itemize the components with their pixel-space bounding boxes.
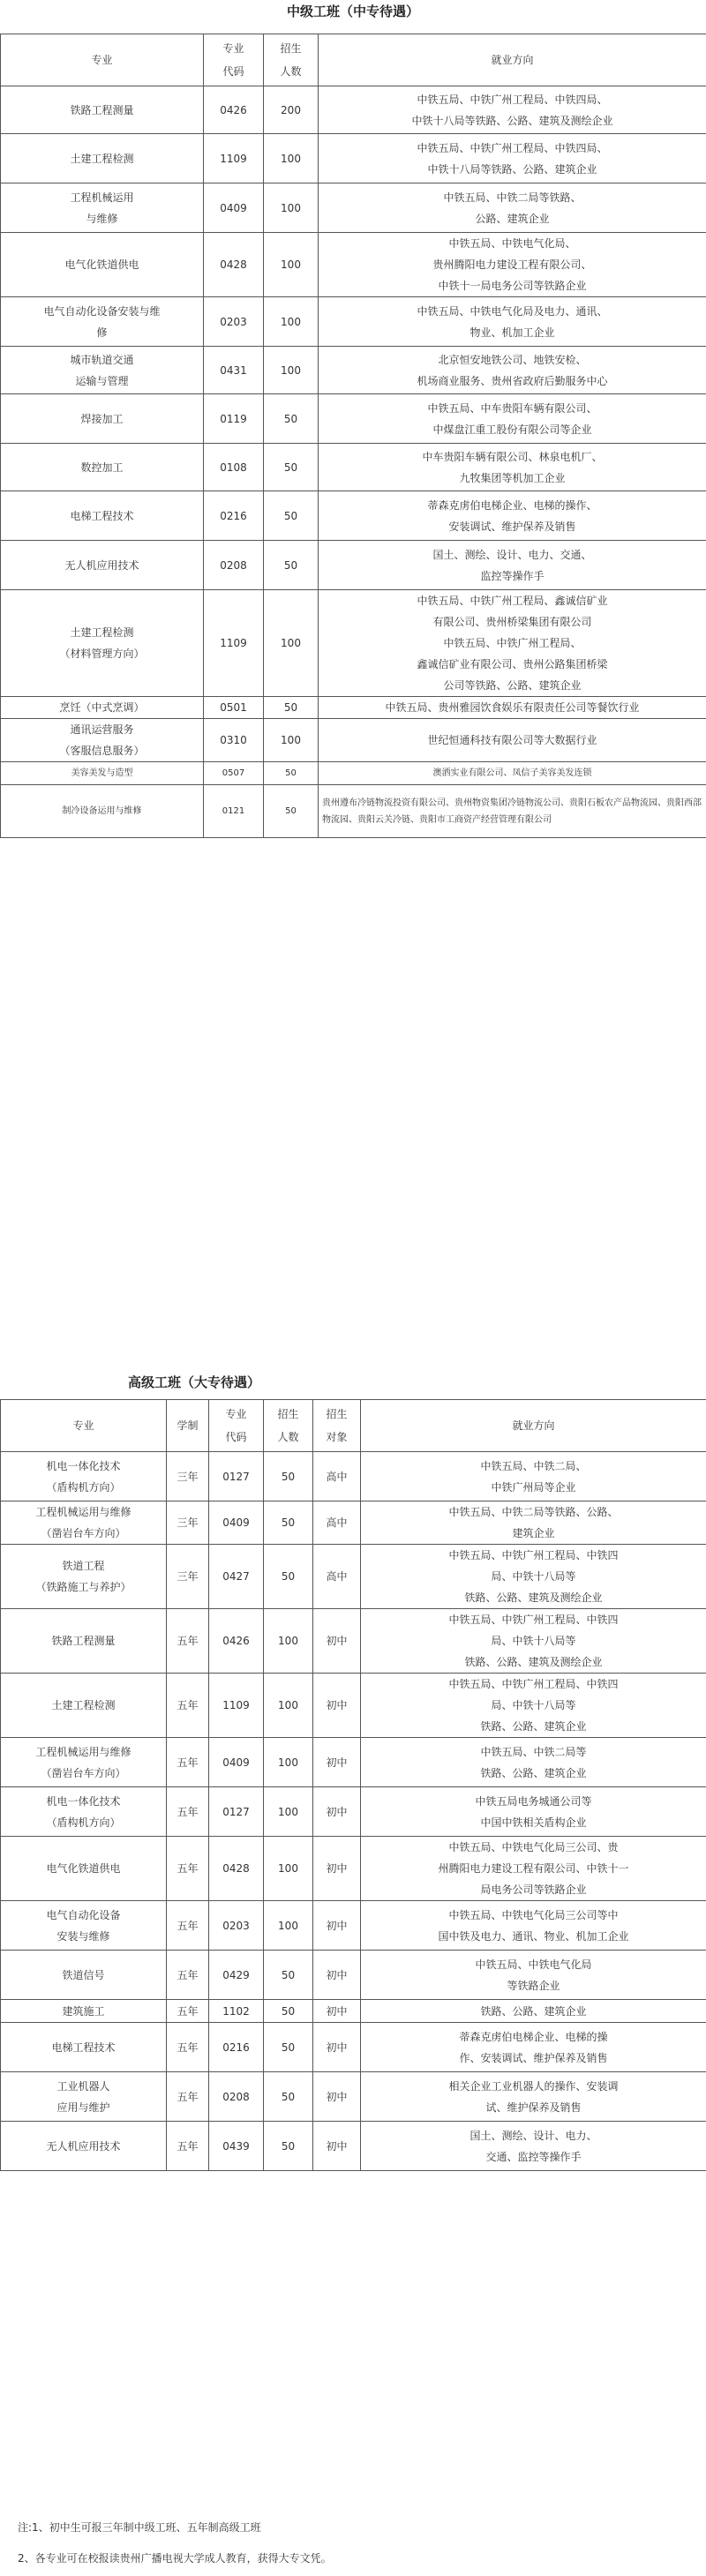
direction-cell: 国土、测绘、设计、电力、交通、 监控等操作手 [319, 541, 706, 590]
count-cell: 100 [264, 1787, 313, 1837]
code-cell: 1109 [209, 1674, 264, 1738]
target-cell: 高中 [313, 1452, 361, 1501]
code-cell: 0127 [209, 1787, 264, 1837]
major-cell: 机电一体化技术 （盾构机方向） [1, 1787, 167, 1837]
code-cell: 0501 [204, 697, 264, 719]
note-1: 注:1、初中生可报三年制中级工班、五年制高级工班 [18, 2521, 261, 2534]
advanced-table [0, 1399, 706, 2171]
table-row [1, 1738, 706, 1787]
major-cell: 工程机械运用与维修 （凿岩台车方向） [1, 1501, 167, 1545]
years-cell: 五年 [167, 1787, 209, 1837]
code-cell: 0428 [209, 1837, 264, 1901]
major-cell: 铁路工程测量 [1, 86, 204, 134]
header-code: 专业 代码 [209, 1400, 264, 1452]
target-cell: 初中 [313, 1837, 361, 1901]
table-row [1, 1545, 706, 1609]
header-years: 学制 [167, 1400, 209, 1452]
table-row [1, 183, 706, 233]
target-cell: 高中 [313, 1545, 361, 1609]
header-code: 专业 代码 [204, 34, 264, 86]
table2-header-row [1, 1400, 706, 1452]
code-cell: 0216 [209, 2023, 264, 2072]
header-direction: 就业方向 [319, 34, 706, 86]
years-cell: 五年 [167, 2023, 209, 2072]
count-cell: 100 [264, 590, 319, 697]
major-cell: 土建工程检测 [1, 1674, 167, 1738]
count-cell: 100 [264, 134, 319, 183]
target-cell: 初中 [313, 1674, 361, 1738]
count-cell: 50 [264, 541, 319, 590]
years-cell: 五年 [167, 2000, 209, 2023]
table2-title: 高级工班（大专待遇） [128, 1374, 261, 1390]
count-cell: 50 [264, 394, 319, 444]
code-cell: 0121 [204, 785, 264, 838]
code-cell: 1109 [204, 134, 264, 183]
direction-cell: 蒂森克虏伯电梯企业、电梯的操 作、安装调试、维护保养及销售 [361, 2023, 706, 2072]
code-cell: 0431 [204, 347, 264, 394]
direction-cell: 中铁五局、中车贵阳车辆有限公司、 中煤盘江重工股份有限公司等企业 [319, 394, 706, 444]
count-cell: 100 [264, 1837, 313, 1901]
count-cell: 50 [264, 1501, 313, 1545]
major-cell: 工程机械运用与维修 （凿岩台车方向） [1, 1738, 167, 1787]
code-cell: 0127 [209, 1452, 264, 1501]
count-cell: 50 [264, 2072, 313, 2122]
direction-cell: 相关企业工业机器人的操作、安装调 试、维护保养及销售 [361, 2072, 706, 2122]
code-cell: 0216 [204, 491, 264, 541]
major-cell: 铁道信号 [1, 1951, 167, 2000]
direction-cell: 中铁五局、中铁二局等铁路、 公路、建筑企业 [319, 183, 706, 233]
major-cell: 城市轨道交通 运输与管理 [1, 347, 204, 394]
direction-cell: 中铁五局、中铁广州工程局、中铁四局、 中铁十八局等铁路、公路、建筑及测绘企业 [319, 86, 706, 134]
count-cell: 50 [264, 1545, 313, 1609]
direction-cell: 蒂森克虏伯电梯企业、电梯的操作、 安装调试、维护保养及销售 [319, 491, 706, 541]
count-cell: 200 [264, 86, 319, 134]
count-cell: 100 [264, 1738, 313, 1787]
header-count: 招生 人数 [264, 34, 319, 86]
code-cell: 0310 [204, 719, 264, 762]
table-row [1, 1452, 706, 1501]
table-row [1, 1674, 706, 1738]
code-cell: 0119 [204, 394, 264, 444]
years-cell: 五年 [167, 1951, 209, 2000]
count-cell: 50 [264, 1452, 313, 1501]
major-cell: 电气自动化设备安装与维 修 [1, 297, 204, 347]
table-row [1, 590, 706, 697]
table-row [1, 2000, 706, 2023]
code-cell: 0208 [209, 2072, 264, 2122]
years-cell: 五年 [167, 2122, 209, 2171]
count-cell: 50 [264, 2000, 313, 2023]
target-cell: 初中 [313, 1787, 361, 1837]
direction-cell: 中铁五局、中铁电气化局 等铁路企业 [361, 1951, 706, 2000]
intermediate-table [0, 34, 706, 838]
header-major: 专业 [1, 1400, 167, 1452]
years-cell: 五年 [167, 1738, 209, 1787]
direction-cell: 澳洒实业有限公司、凤信子美容美发连锁 [319, 762, 706, 785]
header-major: 专业 [1, 34, 204, 86]
code-cell: 0203 [204, 297, 264, 347]
table-row [1, 2023, 706, 2072]
direction-cell: 铁路、公路、建筑企业 [361, 2000, 706, 2023]
years-cell: 五年 [167, 1674, 209, 1738]
major-cell: 无人机应用技术 [1, 2122, 167, 2171]
major-cell: 工程机械运用 与维修 [1, 183, 204, 233]
direction-cell: 中车贵阳车辆有限公司、林泉电机厂、 九牧集团等机加工企业 [319, 444, 706, 491]
count-cell: 50 [264, 444, 319, 491]
code-cell: 0439 [209, 2122, 264, 2171]
major-cell: 铁道工程 （铁路施工与养护） [1, 1545, 167, 1609]
direction-cell: 中铁五局、中铁电气化局、 贵州腾阳电力建设工程有限公司、 中铁十一局电务公司等铁路企业 [319, 233, 706, 297]
code-cell: 0427 [209, 1545, 264, 1609]
count-cell: 100 [264, 297, 319, 347]
header-direction: 就业方向 [361, 1400, 706, 1452]
major-cell: 美容美发与造型 [1, 762, 204, 785]
direction-cell: 中铁五局、中铁二局等 铁路、公路、建筑企业 [361, 1738, 706, 1787]
code-cell: 0426 [209, 1609, 264, 1674]
count-cell: 100 [264, 347, 319, 394]
years-cell: 三年 [167, 1501, 209, 1545]
count-cell: 100 [264, 1674, 313, 1738]
major-cell: 电气化铁道供电 [1, 233, 204, 297]
code-cell: 0409 [209, 1738, 264, 1787]
table-row [1, 785, 706, 838]
major-cell: 电气自动化设备 安装与维修 [1, 1901, 167, 1951]
code-cell: 0429 [209, 1951, 264, 2000]
major-cell: 数控加工 [1, 444, 204, 491]
major-cell: 焊接加工 [1, 394, 204, 444]
major-cell: 烹饪（中式烹调） [1, 697, 204, 719]
count-cell: 50 [264, 491, 319, 541]
direction-cell: 中铁五局、中铁广州工程局、鑫诚信矿业 有限公司、贵州桥梁集团有限公司 中铁五局、中铁广州工程局、 鑫诚信矿业有限公司、贵州公路集团桥梁 公司等铁路、公路、建筑企业 [319, 590, 706, 697]
code-cell: 0203 [209, 1901, 264, 1951]
direction-cell: 中铁五局电务城通公司等 中国中铁相关盾构企业 [361, 1787, 706, 1837]
major-cell: 无人机应用技术 [1, 541, 204, 590]
major-cell: 通讯运营服务 （客服信息服务） [1, 719, 204, 762]
target-cell: 初中 [313, 2000, 361, 2023]
direction-cell: 中铁五局、中铁广州工程局、中铁四 局、中铁十八局等 铁路、公路、建筑及测绘企业 [361, 1609, 706, 1674]
table-row [1, 491, 706, 541]
table1-header-row [1, 34, 706, 86]
direction-cell: 中铁五局、中铁二局、 中铁广州局等企业 [361, 1452, 706, 1501]
table-row [1, 719, 706, 762]
table-row [1, 134, 706, 183]
note-2: 2、各专业可在校报读贵州广播电视大学成人教育，获得大专文凭。 [18, 2552, 332, 2565]
table-row [1, 697, 706, 719]
code-cell: 0426 [204, 86, 264, 134]
major-cell: 电梯工程技术 [1, 2023, 167, 2072]
target-cell: 初中 [313, 1738, 361, 1787]
count-cell: 50 [264, 2023, 313, 2072]
direction-cell: 北京恒安地铁公司、地铁安检、 机场商业服务、贵州省政府后勤服务中心 [319, 347, 706, 394]
table-row [1, 1837, 706, 1901]
major-cell: 电气化铁道供电 [1, 1837, 167, 1901]
target-cell: 初中 [313, 1901, 361, 1951]
code-cell: 1109 [204, 590, 264, 697]
header-count: 招生 人数 [264, 1400, 313, 1452]
direction-cell: 中铁五局、中铁广州工程局、中铁四局、 中铁十八局等铁路、公路、建筑企业 [319, 134, 706, 183]
table-row [1, 1951, 706, 2000]
target-cell: 初中 [313, 1951, 361, 2000]
table-row [1, 394, 706, 444]
years-cell: 五年 [167, 1837, 209, 1901]
years-cell: 五年 [167, 1901, 209, 1951]
major-cell: 土建工程检测 [1, 134, 204, 183]
table-row [1, 86, 706, 134]
code-cell: 0409 [204, 183, 264, 233]
code-cell: 0208 [204, 541, 264, 590]
code-cell: 0409 [209, 1501, 264, 1545]
code-cell: 0507 [204, 762, 264, 785]
years-cell: 五年 [167, 2072, 209, 2122]
code-cell: 0108 [204, 444, 264, 491]
direction-cell: 中铁五局、中铁电气化局三公司等中 国中铁及电力、通讯、物业、机加工企业 [361, 1901, 706, 1951]
major-cell: 制冷设备运用与维修 [1, 785, 204, 838]
direction-cell: 中铁五局、贵州雅园饮食娱乐有限责任公司等餐饮行业 [319, 697, 706, 719]
target-cell: 初中 [313, 2023, 361, 2072]
table-row [1, 297, 706, 347]
direction-cell: 国土、测绘、设计、电力、 交通、监控等操作手 [361, 2122, 706, 2171]
target-cell: 初中 [313, 1609, 361, 1674]
table1-title: 中级工班（中专待遇） [286, 4, 419, 19]
major-cell: 铁路工程测量 [1, 1609, 167, 1674]
count-cell: 50 [264, 2122, 313, 2171]
major-cell: 工业机器人 应用与维护 [1, 2072, 167, 2122]
table-row [1, 444, 706, 491]
count-cell: 100 [264, 1609, 313, 1674]
table-row [1, 2072, 706, 2122]
table-row [1, 233, 706, 297]
direction-cell: 世纪恒通科技有限公司等大数据行业 [319, 719, 706, 762]
major-cell: 土建工程检测 （材料管理方向） [1, 590, 204, 697]
direction-cell: 中铁五局、中铁电气化局三公司、贵 州腾阳电力建设工程有限公司、中铁十一 局电务公司等铁路企业 [361, 1837, 706, 1901]
direction-cell: 中铁五局、中铁广州工程局、中铁四 局、中铁十八局等 铁路、公路、建筑企业 [361, 1674, 706, 1738]
count-cell: 100 [264, 719, 319, 762]
target-cell: 高中 [313, 1501, 361, 1545]
direction-cell: 中铁五局、中铁电气化局及电力、通讯、 物业、机加工企业 [319, 297, 706, 347]
code-cell: 1102 [209, 2000, 264, 2023]
table-row [1, 2122, 706, 2171]
table-row [1, 1609, 706, 1674]
table-row [1, 762, 706, 785]
years-cell: 五年 [167, 1609, 209, 1674]
table-row [1, 1501, 706, 1545]
table-row [1, 347, 706, 394]
target-cell: 初中 [313, 2122, 361, 2171]
code-cell: 0428 [204, 233, 264, 297]
count-cell: 50 [264, 762, 319, 785]
table-row [1, 1901, 706, 1951]
header-target: 招生 对象 [313, 1400, 361, 1452]
direction-cell: 贵州遵布冷链物流投资有限公司、贵州物资集团冷链物流公司、贵阳石板农产品物流园、贵阳西部物流园、贵阳云关冷链、贵阳市工商资产经营管理有限公司 [319, 785, 706, 838]
count-cell: 50 [264, 785, 319, 838]
direction-cell: 中铁五局、中铁二局等铁路、公路、 建筑企业 [361, 1501, 706, 1545]
years-cell: 三年 [167, 1545, 209, 1609]
count-cell: 100 [264, 183, 319, 233]
major-cell: 机电一体化技术 （盾构机方向） [1, 1452, 167, 1501]
count-cell: 100 [264, 233, 319, 297]
major-cell: 电梯工程技术 [1, 491, 204, 541]
direction-cell: 中铁五局、中铁广州工程局、中铁四 局、中铁十八局等 铁路、公路、建筑及测绘企业 [361, 1545, 706, 1609]
table-row [1, 1787, 706, 1837]
count-cell: 100 [264, 1901, 313, 1951]
years-cell: 三年 [167, 1452, 209, 1501]
count-cell: 50 [264, 1951, 313, 2000]
target-cell: 初中 [313, 2072, 361, 2122]
major-cell: 建筑施工 [1, 2000, 167, 2023]
count-cell: 50 [264, 697, 319, 719]
table-row [1, 541, 706, 590]
